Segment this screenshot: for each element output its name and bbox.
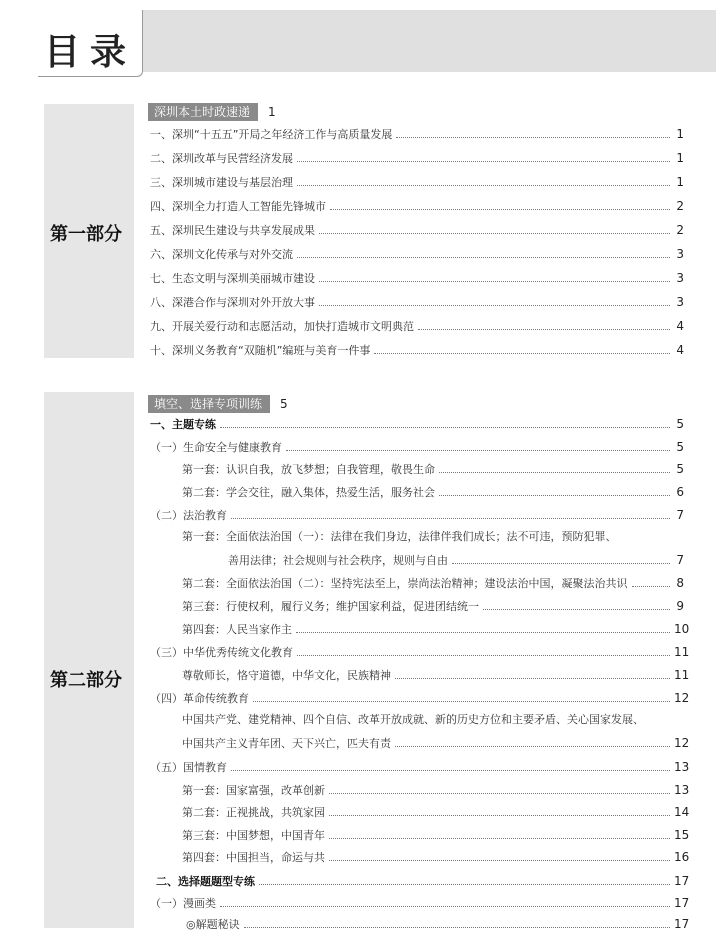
toc-entry-p2-12[interactable]: 尊敬师长，恪守道德，中华文化，民族精神 11 [182,668,690,682]
toc-entry-p1-10[interactable]: 十、深圳义务教育“双随机”编班与美育一件事 4 [150,343,684,357]
section-page: 1 [268,105,276,119]
toc-entry-p2-23[interactable]: ◎解题秘诀 17 [186,917,690,931]
toc-entry-p1-1[interactable]: 一、深圳“十五五”开局之年经济工作与高质量发展 1 [150,127,684,141]
toc-entry-p2-15[interactable]: 中国共产主义青年团、天下兴亡，匹夫有责 12 [182,736,690,750]
toc-entry-p2-16[interactable]: （五）国情教育 13 [150,760,690,774]
toc-entry-p2-7[interactable]: 善用法律；社会规则与社会秩序，规则与自由 7 [228,553,684,567]
toc-entry-p2-11[interactable]: （三）中华优秀传统文化教育 11 [150,645,690,659]
toc-entry-p2-4[interactable]: 第二套：学会交往，融入集体，热爱生活，服务社会 6 [182,485,684,499]
toc-entry-p2-14[interactable]: 中国共产党、建党精神、四个自信、改革开放成就、新的历史方位和主要矛盾、关心国家发展、 [182,713,644,726]
toc-entry-p2-21[interactable]: 二、选择题题型专练 17 [156,874,690,888]
toc-entry-p2-22[interactable]: （一）漫画类 17 [150,896,690,910]
toc-entry-p1-9[interactable]: 九、开展关爱行动和志愿活动，加快打造城市文明典范 4 [150,319,684,333]
toc-entry-p1-6[interactable]: 六、深圳文化传承与对外交流 3 [150,247,684,261]
toc-entry-p2-19[interactable]: 第三套：中国梦想，中国青年 15 [182,828,690,842]
toc-entry-p2-18[interactable]: 第二套：正视挑战，共筑家园 14 [182,805,690,819]
part2-band [44,392,134,928]
part2-label: 第二部分 [50,670,122,691]
toc-entry-p1-4[interactable]: 四、深圳全力打造人工智能先锋城市 2 [150,199,684,213]
toc-entry-p1-8[interactable]: 八、深港合作与深圳对外开放大事 3 [150,295,684,309]
toc-entry-p2-13[interactable]: （四）革命传统教育 12 [150,691,690,705]
toc-entry-p1-7[interactable]: 七、生态文明与深圳美丽城市建设 3 [150,271,684,285]
toc-entry-p2-3[interactable]: 第一套：认识自我，放飞梦想；自我管理，敬畏生命 5 [182,462,684,476]
page-title: 目录 [44,31,137,73]
part2-section-header[interactable] [148,395,288,413]
part1-section-header[interactable] [148,103,276,121]
toc-entry-p2-10[interactable]: 第四套：人民当家作主 10 [182,622,690,636]
toc-entry-p1-2[interactable]: 二、深圳改革与民营经济发展 1 [150,151,684,165]
section-title: 深圳本土时政速递 [148,103,258,121]
toc-entry-p2-8[interactable]: 第二套：全面依法治国（二）：坚持宪法至上，崇尚法治精神；建设法治中国，凝聚法治共识 8 [182,576,684,590]
toc-entry-p2-9[interactable]: 第三套：行使权利，履行义务；维护国家利益，促进团结统一 9 [182,599,684,613]
toc-entry-p2-2[interactable]: （一）生命安全与健康教育 5 [150,440,684,454]
toc-entry-p2-17[interactable]: 第一套：国家富强，改革创新 13 [182,783,690,797]
toc-entry-p2-6[interactable]: 第一套：全面依法治国（一）：法律在我们身边，法律伴我们成长；法不可违，预防犯罪、 [182,530,617,543]
toc-entry-p1-3[interactable]: 三、深圳城市建设与基层治理 1 [150,175,684,189]
toc-entry-p1-5[interactable]: 五、深圳民生建设与共享发展成果 2 [150,223,684,237]
part1-label: 第一部分 [50,224,122,245]
toc-entry-p2-20[interactable]: 第四套：中国担当，命运与共 16 [182,850,690,864]
section-title: 填空、选择专项训练 [148,395,270,413]
section-page: 5 [280,397,288,411]
toc-entry-p2-5[interactable]: （二）法治教育 7 [150,508,684,522]
toc-entry-p2-1[interactable]: 一、主题专练 5 [150,417,684,431]
